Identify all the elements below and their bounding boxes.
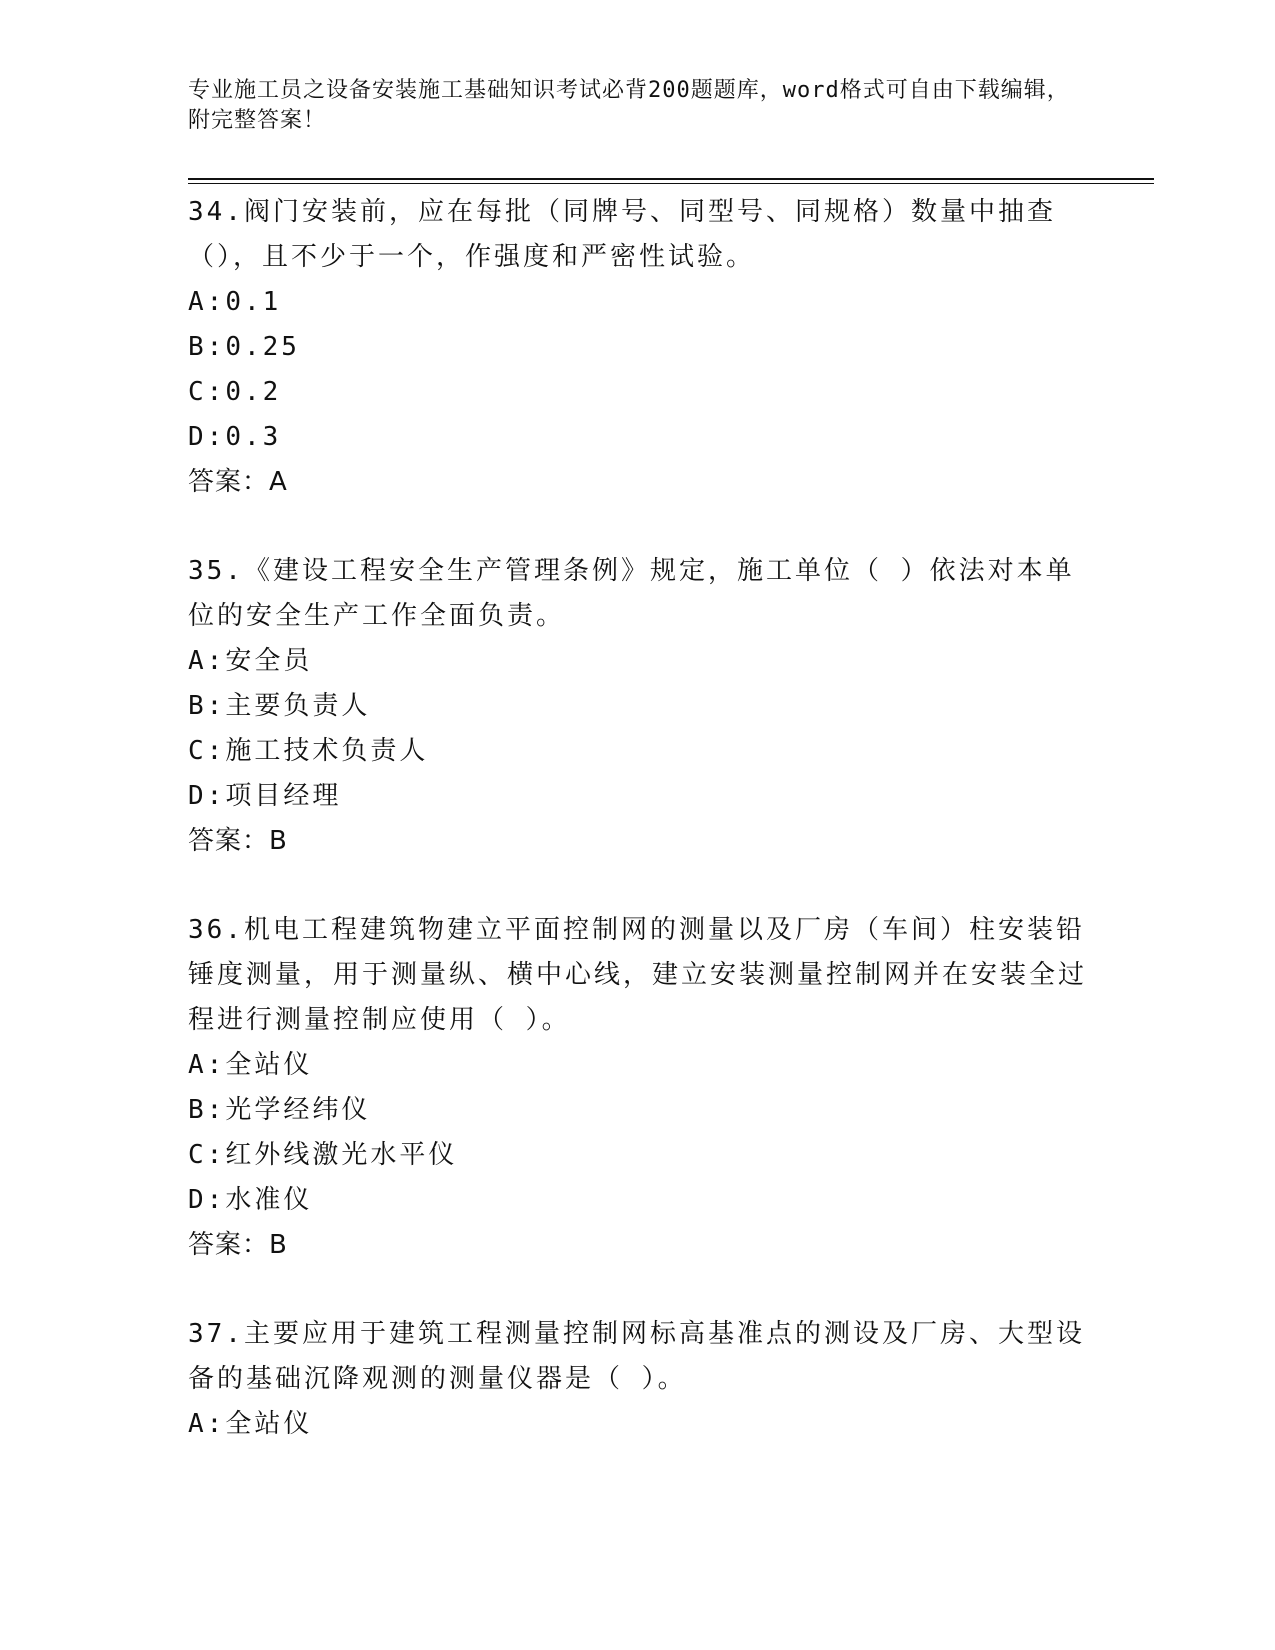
option-a (188, 1402, 1088, 1447)
option-d (188, 415, 1088, 460)
option-letter: B: (188, 691, 226, 721)
option-b (188, 684, 1088, 729)
option-text: 红外线激光水平仪 (225, 1140, 458, 1170)
question-stem: 37.主要应用于建筑工程测量控制网标高基准点的测设及厂房、大型设备的基础沉降观测的测量仪器是（ ）。 (188, 1319, 1085, 1394)
option-text: 全站仪 (225, 1409, 313, 1439)
option-letter: A: (188, 1050, 226, 1080)
question-34 (188, 190, 1088, 505)
option-letter: D: (188, 781, 226, 811)
option-letter: C: (188, 377, 226, 407)
option-text: 光学经纬仪 (225, 1095, 371, 1125)
document-header: 专业施工员之设备安装施工基础知识考试必背200题题库，word格式可自由下载编辑，附完整答案！ (188, 78, 1070, 133)
option-text: 0.25 (225, 332, 300, 362)
question-stem: 34.阀门安装前，应在每批（同牌号、同型号、同规格）数量中抽查（），且不少于一个，作强度和严密性试验。 (188, 197, 1056, 272)
answer-label: 答案：B (188, 1230, 288, 1260)
header-divider-thin (188, 183, 1154, 184)
option-text: 0.1 (225, 287, 282, 317)
option-a (188, 280, 1088, 325)
option-letter: A: (188, 287, 226, 317)
option-text: 0.3 (225, 422, 282, 452)
option-letter: B: (188, 332, 226, 362)
question-stem: 36.机电工程建筑物建立平面控制网的测量以及厂房（车间）柱安装铅锤度测量，用于测量纵、横中心线，建立安装测量控制网并在安装全过程进行测量控制应使用（ ）。 (188, 915, 1088, 1035)
option-letter: A: (188, 1409, 226, 1439)
option-text: 全站仪 (225, 1050, 313, 1080)
option-a (188, 1043, 1088, 1088)
answer-label: 答案：B (188, 826, 288, 856)
option-d (188, 1178, 1088, 1223)
question-37 (188, 1312, 1088, 1447)
option-text: 水准仪 (225, 1185, 313, 1215)
question-list (188, 190, 1088, 1491)
option-text: 施工技术负责人 (225, 736, 429, 766)
question-stem: 35.《建设工程安全生产管理条例》规定，施工单位（ ）依法对本单位的安全生产工作全面负责。 (188, 556, 1075, 631)
option-letter: A: (188, 646, 226, 676)
question-35 (188, 549, 1088, 864)
option-letter: B: (188, 1095, 226, 1125)
option-b (188, 325, 1088, 370)
option-letter: D: (188, 422, 226, 452)
option-text: 主要负责人 (225, 691, 371, 721)
option-a (188, 639, 1088, 684)
option-c (188, 729, 1088, 774)
header-divider-thick (188, 178, 1154, 180)
option-text: 项目经理 (225, 781, 342, 811)
option-d (188, 774, 1088, 819)
option-c (188, 370, 1088, 415)
answer-label: 答案：A (188, 467, 288, 497)
option-letter: C: (188, 736, 226, 766)
question-36 (188, 908, 1088, 1268)
option-text: 安全员 (225, 646, 313, 676)
option-c (188, 1133, 1088, 1178)
option-text: 0.2 (225, 377, 282, 407)
option-letter: C: (188, 1140, 226, 1170)
option-b (188, 1088, 1088, 1133)
option-letter: D: (188, 1185, 226, 1215)
